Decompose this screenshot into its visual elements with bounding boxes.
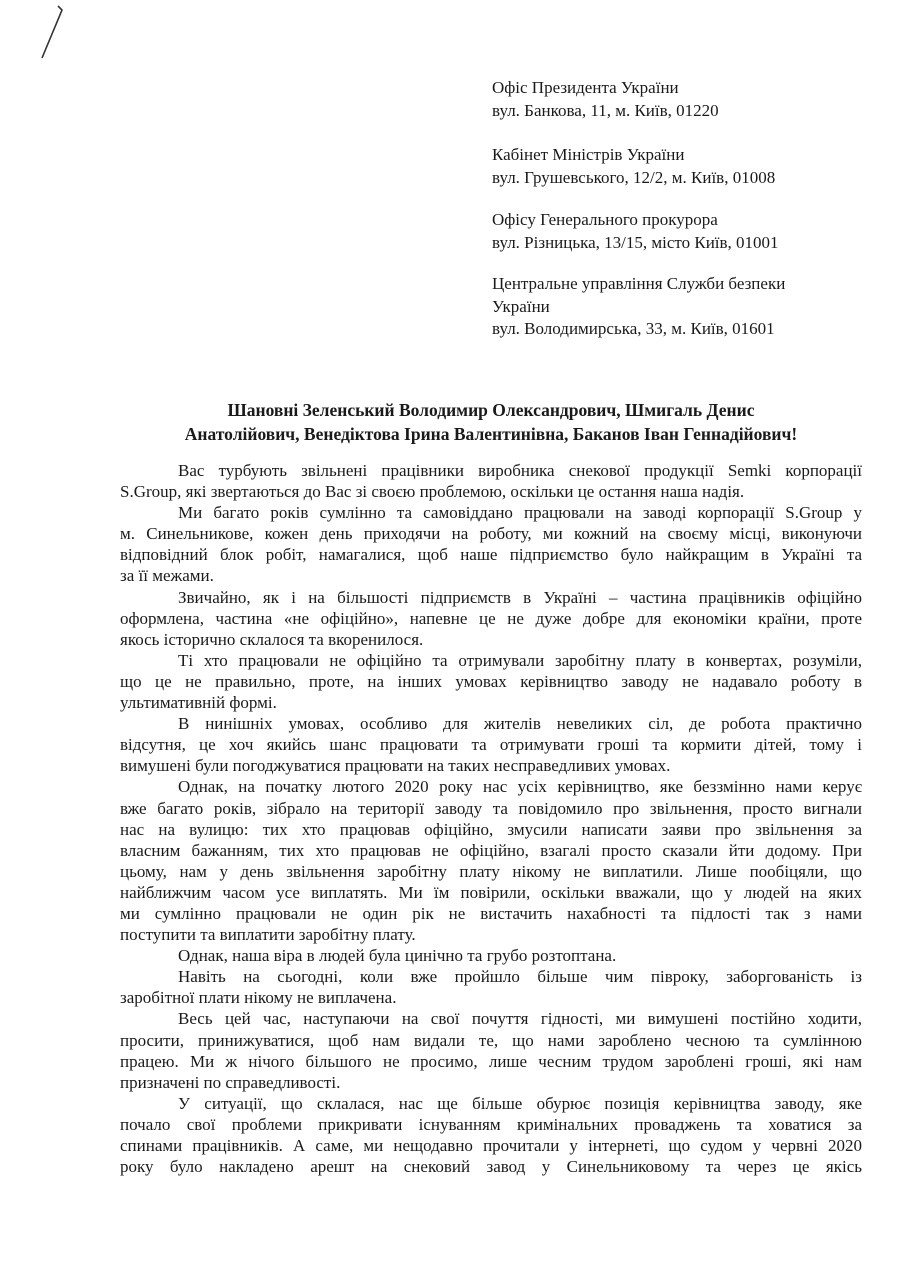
recipient-2 (492, 143, 775, 189)
paragraph-line: спинами працівників. А саме, ми нещодавно прочитали у інтернеті, що судом у червні 2020 (120, 1136, 862, 1155)
paragraph-line: Ті хто працювали не офіційно та отримували заробітну плату в конвертах, розуміли, (178, 650, 862, 670)
paragraph-line: що це не правильно, проте, на інших умовах керівництво заводу не надавало роботу в (120, 671, 862, 691)
paragraph-line: вже багато років, зібрало на території заводу та повідомило про звільнення, просто вигнали (120, 798, 862, 818)
paragraph (120, 650, 862, 713)
recipient-name-cont: України (492, 296, 550, 316)
recipient-address: вул. Володимирська, 33, м. Київ, 01601 (492, 319, 775, 338)
paragraph (120, 1008, 862, 1092)
paragraph (120, 587, 862, 650)
paragraph-line: призначені по справедливості. (120, 1072, 341, 1092)
salutation-line: Шановні Зеленський Володимир Олександрович, Шмигаль Денис (227, 400, 755, 420)
paragraph-line: відсутня, це хоч якийсь шанс працювати та отримувати гроші та кормити дітей, тому і (120, 735, 862, 755)
paragraph (120, 1093, 862, 1177)
paragraph-line: почало свої проблеми прикривати існуванням кримінальних проваджень та ховатися за (120, 1114, 862, 1134)
salutation (120, 398, 862, 446)
paragraph (120, 776, 862, 945)
paragraph-line: Однак, наша віра в людей була цинічно та грубо розтоптана. (178, 946, 617, 966)
paragraph-line: м. Синельникове, кожен день приходячи на роботу, ми кожний на своєму місці, виконуючи (120, 524, 862, 544)
paragraph-line: нас на вулицю: тих хто працював офіційно, змусили написати заяви про звільнення за (120, 819, 862, 839)
recipient-address: вул. Банкова, 11, м. Київ, 01220 (492, 101, 719, 120)
paragraph-line: ми сумлінно працювали не один рік не вистачить нахабності та підлості так з нами (120, 903, 862, 923)
recipient-name: Кабінет Міністрів України (492, 145, 685, 164)
paragraph-line: Звичайно, як і на більшості підприємств в Україні – частина працівників офіційно (178, 587, 862, 607)
pen-mark (36, 4, 66, 64)
paragraph-line: поступити та виплатити заробітну плату. (120, 925, 416, 945)
paragraph-line: Весь цей час, наступаючи на свої почуття гідності, ми вимушені постійно ходити, (178, 1009, 862, 1029)
paragraph-line: Навіть на сьогодні, коли вже пройшло більше чим півроку, заборгованість із (178, 967, 862, 987)
paragraph (120, 966, 862, 1008)
paragraph-line: оформлена, частина «не офіційно», напевне це не дуже добре для економіки країни, проте (120, 608, 862, 628)
paragraph-line: цьому, нам у день звільнення заробітну плату нікому не виплатили. Лише пообіцяли, що (120, 861, 862, 881)
salutation-line: Анатолійович, Венедіктова Ірина Валентинівна, Баканов Іван Геннадійович! (184, 424, 798, 444)
paragraph-line: У ситуації, що склалася, нас ще більше обурює позиція керівництва заводу, яке (178, 1093, 862, 1113)
paragraph-line: за її межами. (120, 566, 214, 586)
paragraph (120, 945, 862, 966)
recipient-name: Офіс Президента України (492, 78, 679, 97)
paragraph-line: ультимативній формі. (120, 693, 277, 713)
paragraph (120, 502, 862, 586)
recipient-address: вул. Різницька, 13/15, місто Київ, 01001 (492, 233, 779, 252)
recipient-4 (492, 273, 785, 341)
paragraph-line: просити, принижуватися, щоб нам видали те, що нами зароблено чесною та сумлінною (120, 1030, 862, 1050)
recipient-name: Офісу Генерального прокурора (492, 210, 718, 229)
recipient-1 (492, 76, 719, 122)
paragraph-line: Однак, на початку лютого 2020 року нас усіх керівництво, яке беззмінно нами керує (178, 777, 862, 797)
paragraph-line: вимушені були погоджуватися працювати на таких несправедливих умовах. (120, 756, 671, 776)
paragraph-line: заробітної плати нікому не виплачена. (120, 988, 397, 1008)
paragraph-line: Ми багато років сумлінно та самовіддано працювали на заводі корпорації S.Group у (178, 503, 862, 523)
paragraph-line: працею. Ми ж нічого більшого не просимо, лише чесним трудом зароблені гроші, які нам (120, 1051, 862, 1071)
paragraph-line: власним бажанням, тих хто працював не офіційно, взагалі просто сказали йти додому. При (120, 840, 862, 860)
paragraph (120, 460, 862, 502)
paragraph-line: відповідний блок робіт, намагалися, щоб наше підприємство було найкращим в Україні та (120, 545, 862, 565)
paragraph-line: найближчим часом усе виплатять. Ми їм повірили, оскільки вважали, що у людей на яких (120, 882, 862, 902)
paragraph-line: Вас турбують звільнені працівники виробника снекової продукції Semki корпорації (178, 461, 862, 480)
letter-body (120, 460, 862, 1177)
paragraph-line: В нинішніх умовах, особливо для жителів невеликих сіл, де робота практично (178, 714, 862, 734)
paragraph (120, 713, 862, 776)
recipient-address: вул. Грушевського, 12/2, м. Київ, 01008 (492, 168, 776, 187)
recipient-name: Центральне управління Служби безпеки (492, 274, 786, 293)
paragraph-line: якось історично склалося та вкоренилося. (120, 629, 424, 649)
paragraph-line: року було накладено арешт на снековий завод у Синельниковому та через це якісь (120, 1157, 862, 1177)
recipient-3 (492, 208, 779, 254)
paragraph-line: S.Group, які звертаються до Вас зі своєю проблемою, оскільки це остання наша надія. (120, 482, 745, 502)
